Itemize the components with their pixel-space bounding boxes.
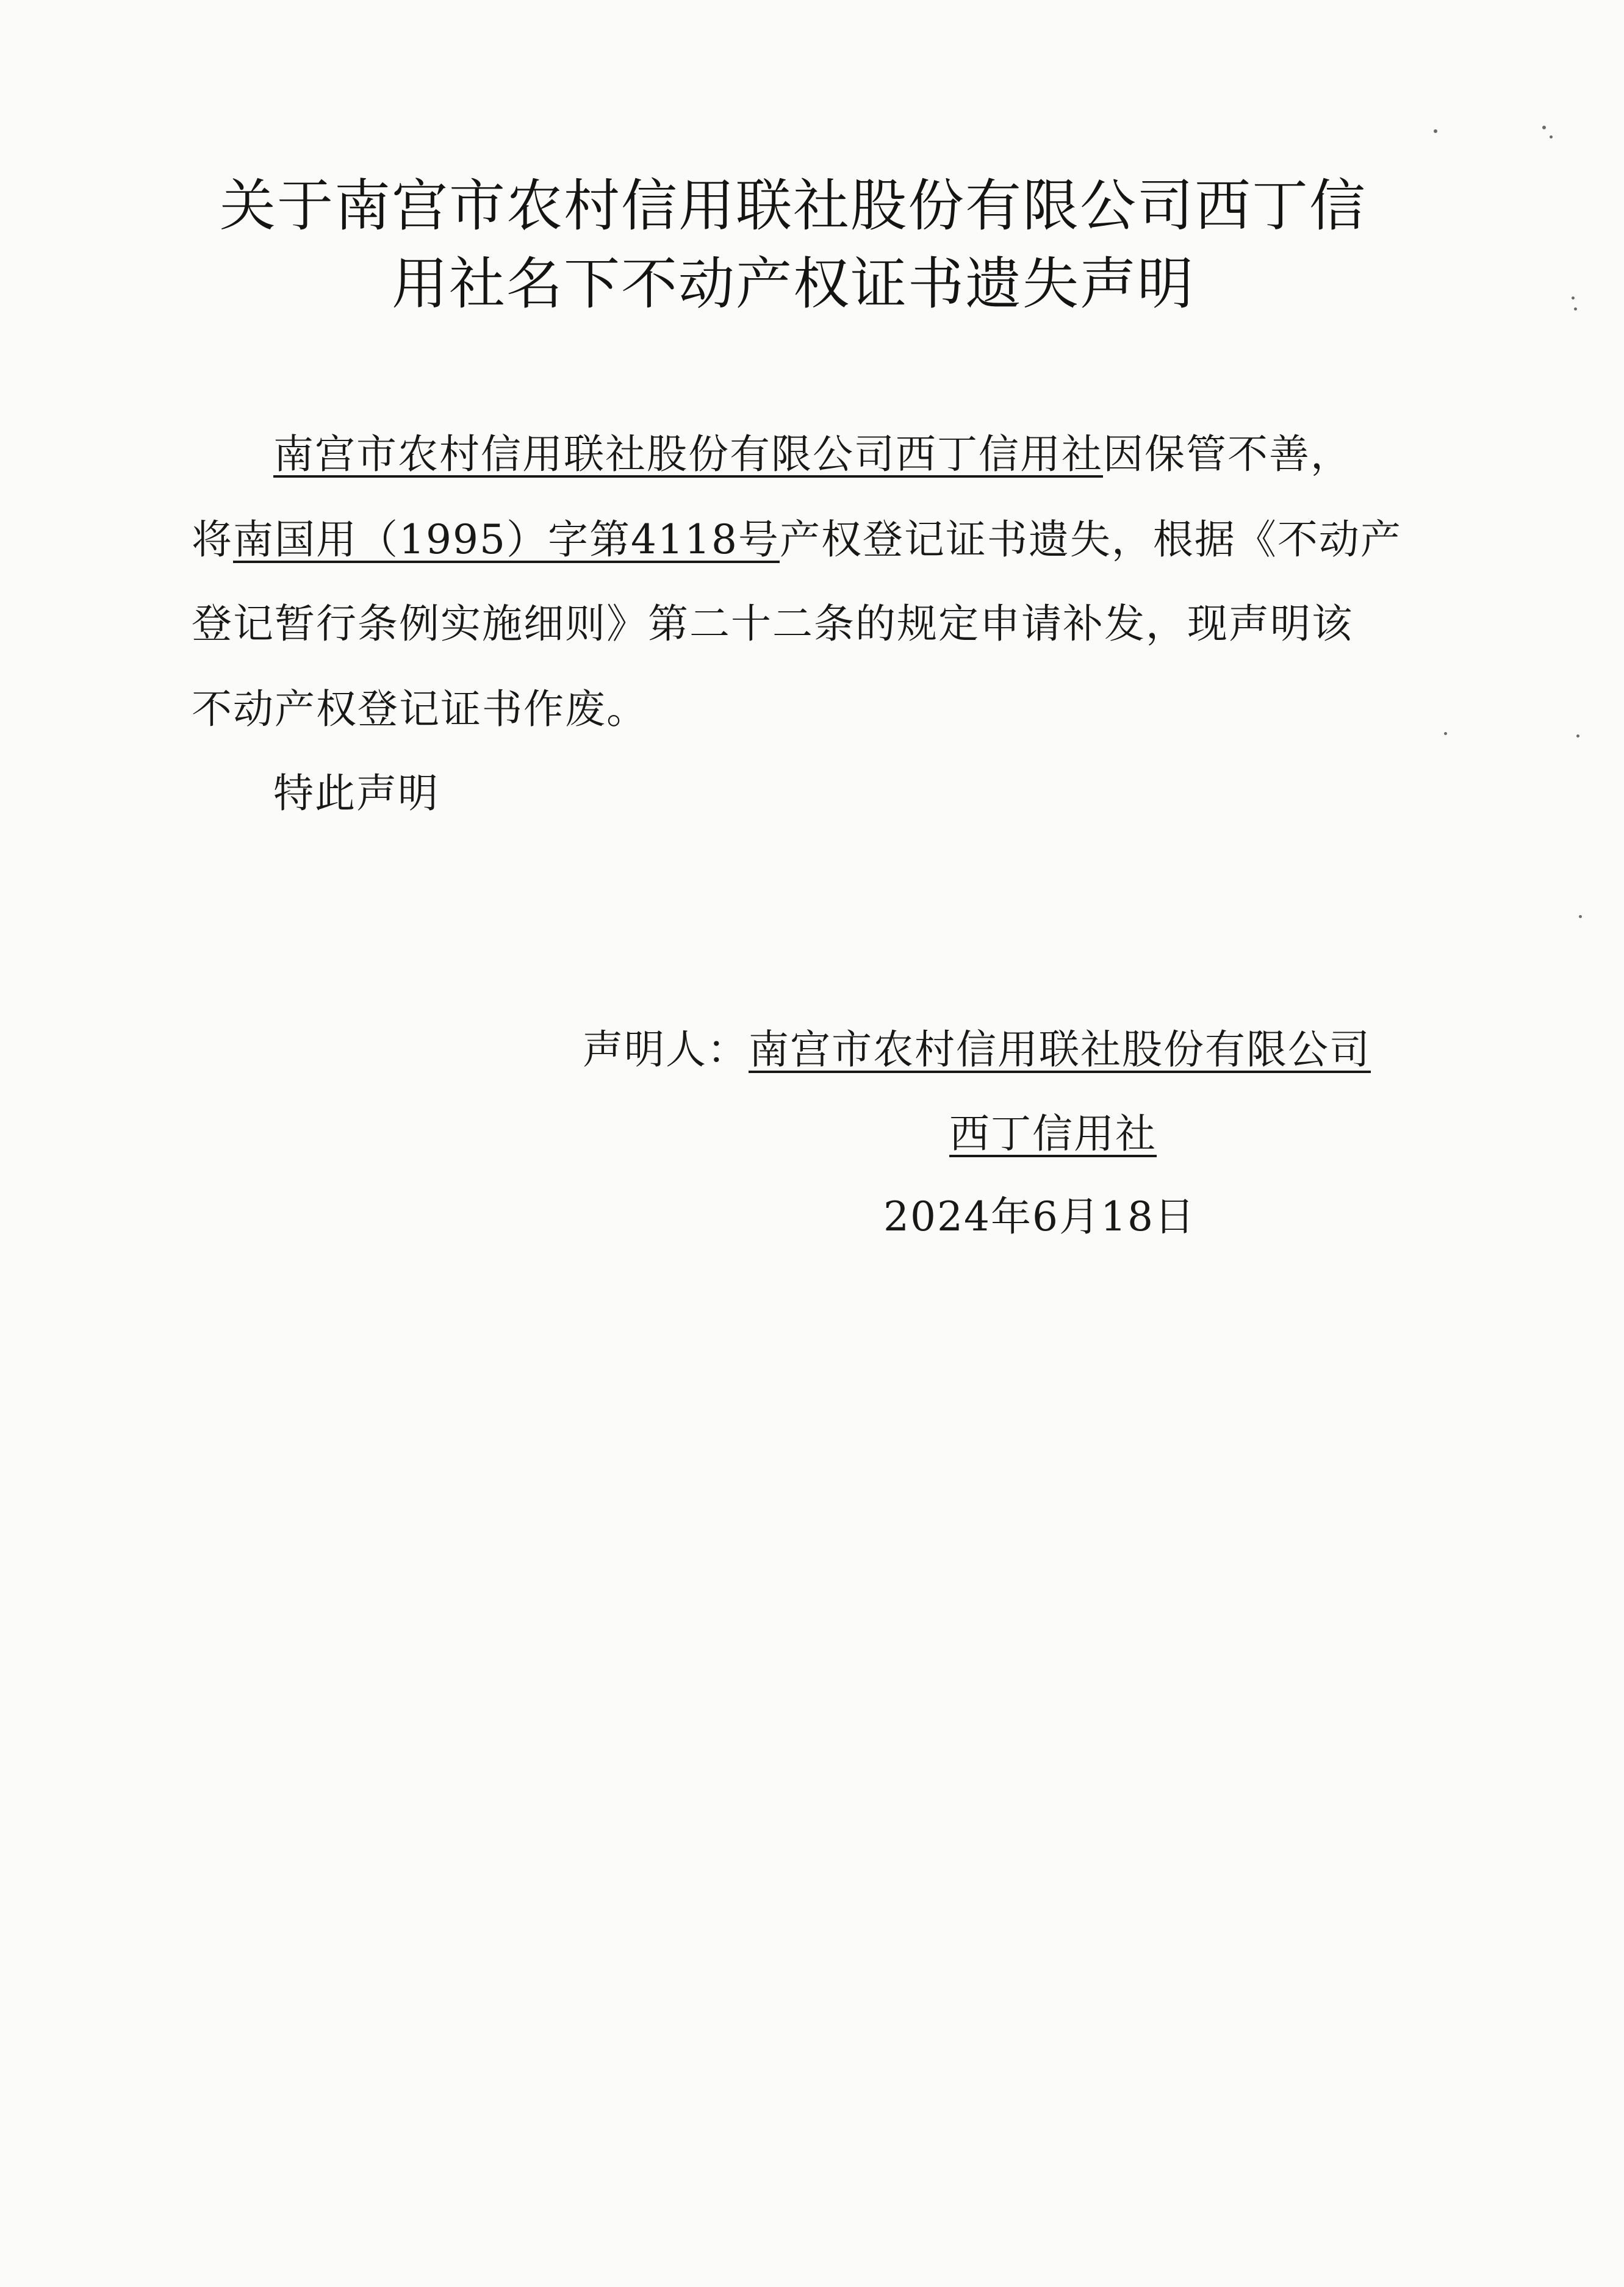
body-line-1 bbox=[273, 431, 1352, 478]
signature-line-1 bbox=[583, 1026, 1371, 1073]
body-line-1-rest: 因保管不善， bbox=[1103, 431, 1352, 478]
scan-speck bbox=[1542, 126, 1546, 129]
document-title-line-2: 用社名下不动产权证书遗失声明 bbox=[391, 251, 1195, 317]
scan-speck bbox=[1579, 915, 1582, 918]
scan-speck bbox=[1434, 129, 1437, 133]
body-line-2 bbox=[192, 516, 1402, 563]
declarant-organization-line-2: 西丁信用社 bbox=[949, 1110, 1157, 1157]
scan-speck bbox=[1550, 135, 1553, 138]
declarant-organization-line-1: 南宫市农村信用联社股份有限公司 bbox=[749, 1026, 1371, 1073]
declaration-date: 2024年6月18日 bbox=[883, 1193, 1196, 1240]
organization-name-underlined: 南宫市农村信用联社股份有限公司西丁信用社 bbox=[273, 431, 1103, 478]
document-title-line-1: 关于南宫市农村信用联社股份有限公司西丁信 bbox=[219, 173, 1367, 239]
scan-speck bbox=[1572, 296, 1575, 300]
body-line-2-start: 将 bbox=[192, 516, 233, 563]
body-line-3: 登记暂行条例实施细则》第二十二条的规定申请补发，现声明该 bbox=[192, 600, 1353, 647]
closing-statement: 特此声明 bbox=[273, 770, 439, 817]
body-line-4: 不动产权登记证书作废。 bbox=[192, 686, 648, 733]
signature-line-2 bbox=[949, 1110, 1157, 1157]
scan-speck bbox=[1574, 307, 1577, 311]
scan-speck bbox=[1444, 732, 1447, 735]
body-line-2-rest: 产权登记证书遗失，根据《不动产 bbox=[779, 516, 1402, 563]
certificate-number-underlined: 南国用（1995）字第4118号 bbox=[233, 516, 780, 563]
scan-speck bbox=[1576, 734, 1579, 738]
declarant-label: 声明人： bbox=[583, 1026, 749, 1073]
